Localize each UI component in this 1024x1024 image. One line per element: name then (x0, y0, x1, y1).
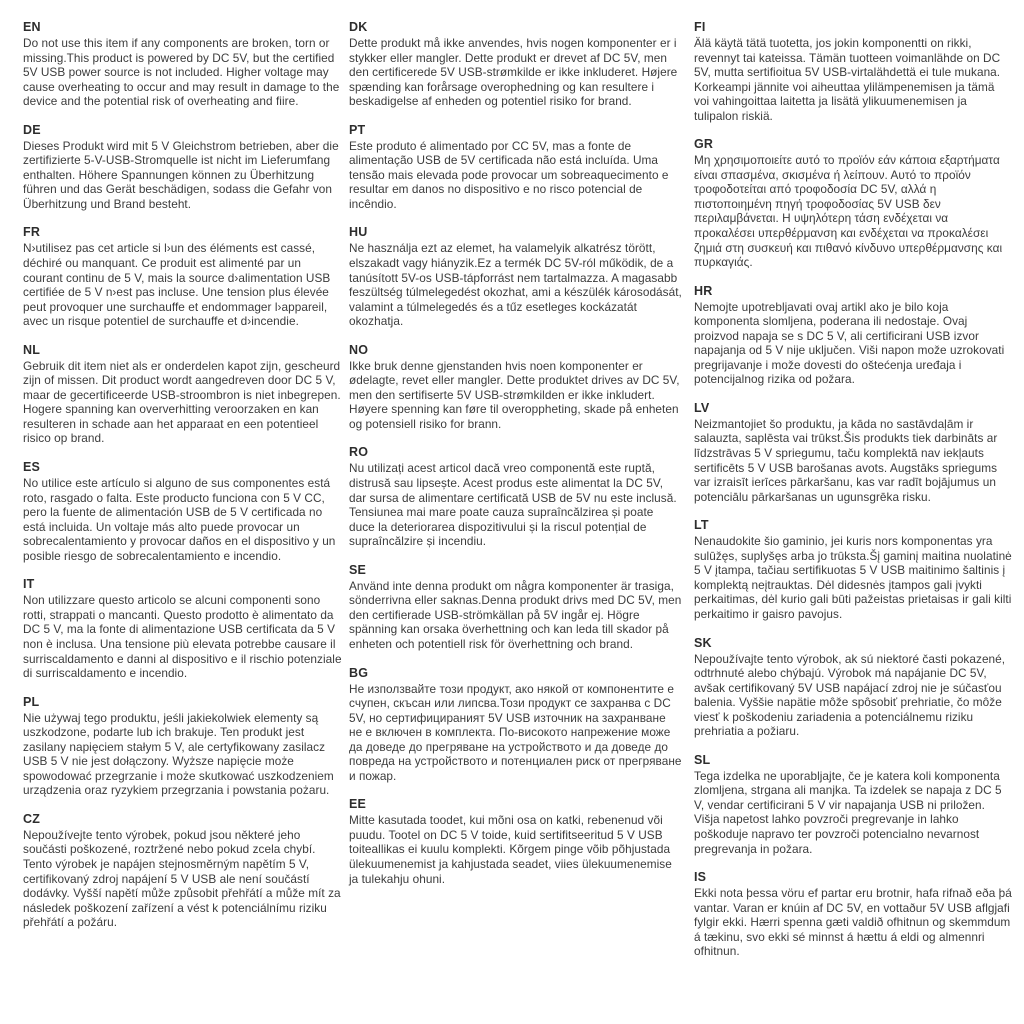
language-code-heading: NL (23, 342, 41, 357)
language-section (23, 812, 343, 930)
language-warning-text: Dette produkt må ikke anvendes, hvis nogen komponenter er i stykker eller mangler. Dette produkt er drevet af DC 5V, men den certificerede 5V USB-strømkilde er ikke inkluderet. Højere spænding kan forårsage overophedning og kan resultere i beskadigelse af enheden og potentiel risiko for brand. (349, 36, 678, 109)
language-warning-text: Mitte kasutada toodet, kui mõni osa on katki, rebenenud või puudu. Tootel on DC 5 V toide, kuid sertifitseeritud 5 V USB toiteallikas ei kuulu komplekti. Kõrgem pinge võib põhjustada ülekuumenemist ja kahjustada seadet, viies ülekuumenemise ja tulekahju ohuni. (349, 813, 672, 886)
language-warning-text: Este produto é alimentado por CC 5V, mas a fonte de alimentação USB de 5V certificada não está incluída. Uma tensão mais elevada pode provocar um sobreaquecimento e resultar em danos no dispositivo e no risco potencial de incêndio. (349, 138, 669, 211)
language-warning-text: Nie używaj tego produktu, jeśli jakiekolwiek elementy są uszkodzone, podarte lub ich brakuje. Ten produkt jest zasilany napięciem stałym 5 V, ale certyfikowany zasilacz USB 5 V nie jest dołączony. Wyższe napięcie może spowodować przegrzanie i może skutkować uszkodzeniem urządzenia oraz ryzykiem przegrzania i powstania pożaru. (23, 710, 334, 798)
language-section (694, 753, 1012, 856)
language-code-heading: IS (694, 870, 707, 885)
language-column-3 (694, 20, 1014, 1024)
language-warning-text: Nepoužívajte tento výrobok, ak sú niektoré časti pokazené, odtrhnuté alebo chýbajú. Výrobok má napájanie DC 5V, avšak certifikovaný 5V USB napájací zdroj nie je súčasťou balenia. Vyššie napätie môže spôsobiť prehriatie, čo môže viesť k poškodeniu zariadenia a potenciálnemu riziku prehriatia a požiaru. (694, 651, 1006, 739)
language-section (23, 225, 343, 328)
language-warning-text: Не използвайте този продукт, ако някой от компонентите е счупен, скъсан или липсва.Този продукт се захранва с DC 5V, но сертифицираният 5V USB източник на захранване не е включен в комплекта. По-високото напрежение може да доведе до прегряване на устройството и да доведе до повреда на устройството и потенциален риск от прегряване и пожар. (349, 681, 682, 783)
language-section (694, 870, 1012, 959)
language-warning-text: Nu utilizați acest articol dacă vreo componentă este ruptă, distrusă sau lipsește. Acest produs este alimentat la DC 5V, dar sursa de alimentare certificată USB de 5V nu este inclusă. Tensiunea mai mare poate cauza supraîncălzirea și poate duce la deteriorarea dispozitivului și la riscul potențial de supraîncălzire și incendiu. (349, 461, 677, 549)
language-section (349, 445, 682, 548)
language-code-heading: GR (694, 137, 714, 152)
language-warning-text: No utilice este artículo si alguno de sus componentes está roto, rasgado o falta. Este producto funciona con 5 V CC, pero la fuente de alimentación USB de 5 V certificada no está incluida. Un voltaje más alto puede provocar un sobrecalentamiento y provocar daños en el dispositivo y un posible riesgo de sobrecalentamiento e incendio. (23, 476, 336, 563)
language-warning-text: Ne használja ezt az elemet, ha valamelyik alkatrész törött, elszakadt vagy hiányzik.Ez a termék DC 5V-ról működik, de a tanúsított 5V-os USB-tápforrást nem tartalmazza. A magasabb feszültség túlmelegedést okozhat, ami a készülék károsodását, valamint a túlmelegedés és a tűz esetleges kockázatát okozhatja. (349, 241, 682, 329)
language-code-heading: EN (23, 20, 41, 34)
language-warning-text: Använd inte denna produkt om några komponenter är trasiga, sönderrivna eller saknas.Denna produkt drivs med DC 5V, men den certifierade USB-strömkällan på 5V ingår ej. Högre spänning kan orsaka överhettning och kan leda till skador på enheten och potentiell risk för överhettning och brand. (349, 578, 682, 651)
language-section (23, 123, 343, 212)
language-warning-text: Neizmantojiet šo produktu, ja kāda no sastāvdaļām ir salauzta, saplēsta vai trūkst.Šis produkts tiek darbināts ar līdzstrāvas 5 V spriegumu, taču komplektā nav iekļauts sertificēts 5 V USB barošanas avots. Augstāks spriegums var izraisīt ierīces pārkaršanu, kas var radīt bojājumus un potenciālu pārkaršanas un ugunsgrēka risku. (694, 416, 998, 504)
language-warning-text: Dieses Produkt wird mit 5 V Gleichstrom betrieben, aber die zertifizierte 5-V-USB-Stromquelle ist nicht im Lieferumfang enthalten. Höhere Spannungen können zu Überhitzung führen und das Gerät beschädigen, sodass die Gefahr von Überhitzung und Brand besteht. (23, 138, 339, 211)
language-section (694, 401, 1012, 504)
language-section (349, 797, 682, 886)
language-code-heading: IT (23, 577, 35, 592)
language-section (694, 284, 1012, 387)
language-code-heading: LV (694, 400, 710, 415)
language-section (349, 563, 682, 652)
language-section (694, 636, 1012, 739)
language-code-heading: NO (349, 342, 369, 357)
language-code-heading: HU (349, 225, 368, 240)
language-warning-text: Ekki nota þessa vöru ef partar eru brotnir, hafa rifnað eða þá vantar. Varan er knúin af DC 5V, en vottaður 5V USB aflgjafi fylgir ekki. Hærri spenna gæti valdið ofhitnun og skemmdum á tækinu, svo ekki sé minnst á hættu á eldi og almennri ofhitnun. (694, 886, 1012, 959)
language-section (23, 20, 343, 109)
language-code-heading: DE (23, 122, 41, 137)
language-section (349, 343, 682, 432)
language-warning-text: Älä käytä tätä tuotetta, jos jokin komponentti on rikki, revennyt tai kateissa. Tämän tuotteen voimanlähde on DC 5V, mutta sertifioitua 5V USB-virtalähdettä ei tule mukana. Korkeampi jännite voi aiheuttaa ylilämpenemisen ja tämä voi vahingoittaa laitetta ja lisätä ylikuumenemisen ja tulipalon riskiä. (694, 36, 1001, 123)
language-code-heading: RO (349, 445, 369, 460)
language-column-2 (349, 20, 694, 1024)
language-section (349, 666, 682, 784)
language-warning-text: Ikke bruk denne gjenstanden hvis noen komponenter er ødelagte, revet eller mangler. Dette produktet drives av DC 5V, men den sertifiserte 5V USB-strømkilden er ikke inkludert. Høyere spenning kan føre til overoppheting, skade på enheten og potensiell risiko for brann. (349, 358, 680, 431)
language-code-heading: EE (349, 797, 367, 812)
language-warning-text: Μη χρησιμοποιείτε αυτό το προϊόν εάν κάποια εξαρτήματα είναι σπασμένα, σκισμένα ή λείπουν. Αυτό το προϊόν τροφοδοτείται από τροφοδοσία DC 5V, αλλά η πιστοποιημένη πηγή τροφοδοσίας 5V USB δεν περιλαμβάνεται. Η υψηλότερη τάση ενδέχεται να προκαλέσει υπερθέρμανση και ενδέχεται να προκαλέσει ζημιά στη συσκευή και πιθανό κίνδυνο υπερθέρμανσης και πυρκαγιάς. (694, 153, 1003, 270)
language-code-heading: SE (349, 562, 367, 577)
language-code-heading: SK (694, 635, 712, 650)
language-code-heading: PT (349, 122, 366, 137)
language-code-heading: FI (694, 20, 706, 34)
language-warning-text: N›utilisez pas cet article si l›un des éléments est cassé, déchiré ou manquant. Ce produit est alimenté par un courant continu de 5 V, mais la source d›alimentation USB certifiée de 5 V n›est pas incluse. Une tension plus élevée peut provoquer une surchauffe et endommager l›appareil, avec un risque potentiel de surchauffe et d›incendie. (23, 241, 331, 329)
language-code-heading: PL (23, 694, 40, 709)
language-column-1 (23, 20, 349, 1024)
language-code-heading: HR (694, 283, 713, 298)
language-warning-text: Nemojte upotrebljavati ovaj artikl ako je bilo koja komponenta slomljena, poderana ili nedostaje. Ovaj proizvod napaja se s DC 5 V, ali certificirani USB izvor napajanja od 5 V nije uključen. Viši napon može uzrokovati pregrijavanje i može dovesti do oštećenja uređaja i potencijalnog rizika od požara. (694, 299, 1005, 387)
language-section (694, 137, 1012, 269)
language-code-heading: SL (694, 752, 711, 767)
language-code-heading: FR (23, 225, 41, 240)
language-warning-text: Do not use this item if any components are broken, torn or missing.This product is powered by DC 5V, but the certified 5V USB power source is not included. Higher voltage may cause overheating to occur and may result in damage to the device and the potential risk of overheating and fiire. (23, 36, 340, 109)
language-section (23, 695, 343, 798)
language-code-heading: LT (694, 518, 709, 533)
language-code-heading: CZ (23, 811, 41, 826)
language-code-heading: DK (349, 20, 368, 34)
language-section (349, 123, 682, 212)
language-section (694, 20, 1012, 123)
language-code-heading: ES (23, 460, 41, 475)
language-section (23, 460, 343, 563)
language-section (23, 577, 343, 680)
language-section (23, 343, 343, 446)
language-section (349, 225, 682, 328)
language-warning-text: Non utilizzare questo articolo se alcuni componenti sono rotti, strappati o mancanti. Questo prodotto è alimentato da DC 5 V, ma la fonte di alimentazione USB certificata da 5 V non è inclusa. Una tensione più elevata potrebbe causare il surriscaldamento e danni al dispositivo e il rischio potenziale di surriscaldamento e incendio. (23, 593, 342, 681)
language-section (349, 20, 682, 109)
language-code-heading: BG (349, 665, 369, 680)
language-warning-text: Gebruik dit item niet als er onderdelen kapot zijn, gescheurd zijn of missen. Dit product wordt aangedreven door DC 5 V, maar de gecertificeerde USB-stroombron is niet inbegrepen. Hogere spanning kan oververhitting veroorzaken en kan resulteren in schade aan het apparaat en een potentieel risico op brand. (23, 358, 341, 446)
language-warning-text: Nenaudokite šio gaminio, jei kuris nors komponentas yra sulūžęs, suplyšęs arba jo trūksta.Šį gaminį maitina nuolatinė 5 V įtampa, tačiau sertifikuotas 5 V USB maitinimo šaltinis į komplektą neįtrauktas. Dėl didesnės įtampos gali įvykti perkaitimas, dėl kurio gali būti pažeistas prietaisas ir gali kilti perkaitimo ir gaisro pavojus. (694, 534, 1012, 621)
language-warning-text: Nepoužívejte tento výrobek, pokud jsou některé jeho součásti poškozené, roztržené nebo pokud zcela chybí. Tento výrobek je napájen stejnosměrným napětím 5 V, certifikovaný zdroj napájení 5 V USB ale není součástí dodávky. Vyšší napětí může způsobit přehřátí a může mít za následek poškození zařízení a vést k potenciálnímu riziku přehřátí a požáru. (23, 827, 341, 930)
language-warning-text: Tega izdelka ne uporabljajte, če je katera koli komponenta zlomljena, strgana ali manjka. Ta izdelek se napaja z DC 5 V, vendar certificirani 5 V vir napajanja USB ni priložen. Višja napetost lahko povzroči pregrevanje in lahko poškoduje napravo ter povzroči potencialno nevarnost pregrevanja in požara. (694, 768, 1002, 856)
language-section (694, 518, 1012, 621)
